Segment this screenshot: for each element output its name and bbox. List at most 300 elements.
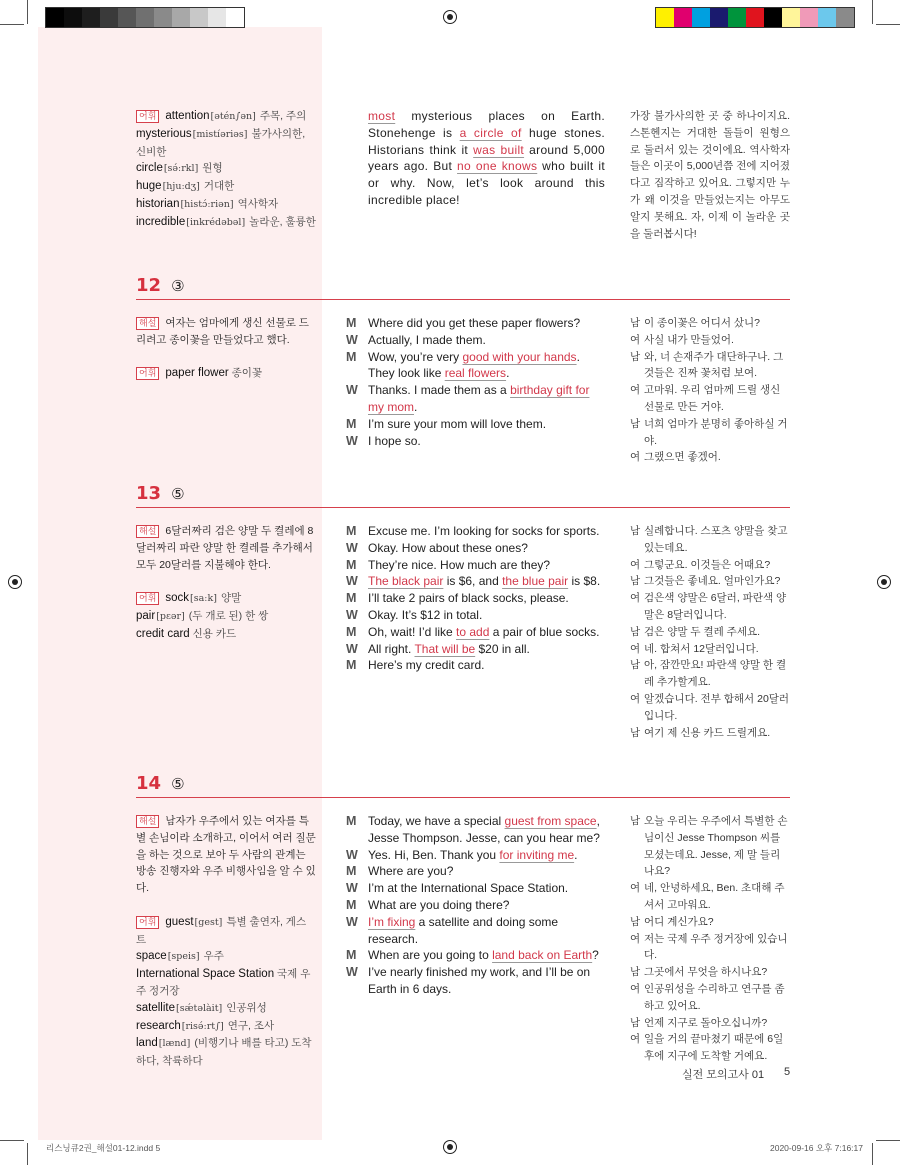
script-text: , Jesse Thompson. Jesse, can you hear me? xyxy=(368,814,600,845)
translation-line xyxy=(630,523,790,557)
speaker-label: 남 xyxy=(630,525,641,537)
vocab-pronunciation: [mistíəriəs] xyxy=(192,128,248,140)
translation-line xyxy=(630,315,790,332)
speaker-label: W xyxy=(346,607,358,622)
speaker-label: M xyxy=(346,864,357,879)
translation-line xyxy=(630,382,790,416)
translation-text: 어디 계신가요? xyxy=(644,915,714,928)
blank-answer: real flowers xyxy=(444,366,507,381)
translation-text: 사실 내가 만들었어. xyxy=(644,333,734,346)
dialogue-text xyxy=(368,847,606,864)
listening-script-passage xyxy=(368,108,605,209)
dialogue-text xyxy=(368,641,606,658)
explanation xyxy=(136,315,316,349)
vocab-entry xyxy=(136,108,316,126)
dialogue-text xyxy=(368,813,606,847)
blank-answer: land back on Earth xyxy=(492,948,593,963)
vocab-word: incredible xyxy=(136,215,186,228)
translation-text: 이 종이꽃은 어디서 샀니? xyxy=(644,317,761,329)
dialogue-line xyxy=(346,847,606,864)
speaker-label: 남 xyxy=(630,659,641,672)
vocab-pronunciation: [inkrédəbəl] xyxy=(186,216,246,228)
dialogue-text xyxy=(368,657,606,674)
dialogue-line xyxy=(346,332,606,349)
dialogue-line xyxy=(346,641,606,658)
script-text: ? xyxy=(592,948,599,963)
blank-answer: The black pair xyxy=(368,574,444,589)
vocab-entry xyxy=(136,626,316,643)
dialogue-line xyxy=(346,964,606,998)
explanation-badge: 해설 xyxy=(136,815,159,828)
dialogue-line xyxy=(346,657,606,674)
registration-mark-icon xyxy=(877,575,891,589)
speaker-label: 여 xyxy=(630,384,641,397)
color-swatch xyxy=(46,8,64,27)
translation-text: 오늘 우리는 우주에서 특별한 손님이신 Jesse Thompson 씨를 모셨는데요. Jesse, 제 말 들리나요? xyxy=(644,815,788,878)
vocab-block xyxy=(136,590,316,642)
vocab-entry xyxy=(136,590,316,608)
script-text: Where are you? xyxy=(368,864,454,879)
blank-answer: was built xyxy=(473,142,525,157)
translation-line xyxy=(630,416,790,450)
script-text: I’ll take 2 pairs of black socks, please. xyxy=(368,591,569,606)
answer-number: ③ xyxy=(171,278,185,295)
blank-answer: I’m fixing xyxy=(368,914,416,929)
dialogue-line xyxy=(346,880,606,897)
dialogue-line xyxy=(346,315,606,332)
dialogue-script xyxy=(346,813,606,998)
color-swatch xyxy=(226,8,244,27)
translation-text: 인공위성을 수리하고 연구를 좀 하고 있어요. xyxy=(644,982,785,1012)
speaker-label: M xyxy=(346,624,357,639)
explanation-badge: 해설 xyxy=(136,525,159,538)
color-swatch xyxy=(710,8,728,27)
dialogue-line xyxy=(346,523,606,540)
script-text: I hope so. xyxy=(368,433,421,448)
translation-text: 고마워. 우리 엄마께 드릴 생신 선물로 만든 거야. xyxy=(644,384,781,413)
answer-number: ⑤ xyxy=(171,776,185,793)
vocab-pronunciation: [lænd] xyxy=(158,1038,191,1050)
explanation xyxy=(136,813,316,897)
vocab-entry xyxy=(136,196,316,214)
vocab-meaning: 우주 xyxy=(203,950,224,963)
explanation-badge: 해설 xyxy=(136,317,159,330)
speaker-label: M xyxy=(346,897,357,912)
slug-timestamp: 2020-09-16 오후 7:16:17 xyxy=(770,1143,863,1153)
blank-answer: no one knows xyxy=(457,159,538,174)
vocab-pronunciation: [histɔ́ːriən] xyxy=(180,198,234,210)
speaker-label: M xyxy=(346,591,357,606)
speaker-label: 남 xyxy=(630,915,641,928)
speaker-label: W xyxy=(346,383,358,398)
speaker-label: M xyxy=(346,658,357,673)
speaker-label: 남 xyxy=(630,575,641,588)
question-number: 12 xyxy=(136,275,162,296)
speaker-label: 남 xyxy=(630,726,641,739)
color-swatch xyxy=(764,8,782,27)
vocab-word: International Space Station xyxy=(136,968,275,981)
dialogue-text xyxy=(368,332,606,349)
dialogue-text xyxy=(368,590,606,607)
dialogue-text xyxy=(368,416,606,433)
blank-answer: guest from space xyxy=(504,814,597,828)
vocab-entry xyxy=(136,1018,316,1036)
vocab-pronunciation: [pɛər] xyxy=(156,610,185,622)
color-swatch xyxy=(172,8,190,27)
speaker-label: W xyxy=(346,881,358,896)
korean-translation xyxy=(630,523,790,741)
vocab-pronunciation: [gest] xyxy=(194,916,223,928)
explanation-text: 남자가 우주에서 있는 여자를 특별 손님이라 소개하고, 이어서 여러 질문을 하는 것으로 보아 두 사람의 관계는 방송 진행자와 우주 비행사임을 알 수 있다. xyxy=(136,815,316,895)
page-number: 5 xyxy=(784,1066,791,1078)
blank-answer: to add xyxy=(456,624,490,639)
vocab-word: attention xyxy=(165,110,210,122)
script-text: Okay. How about these ones? xyxy=(368,540,528,555)
color-swatch xyxy=(82,8,100,27)
translation-text: 와, 너 손재주가 대단하구나. 그것들은 진짜 꽃처럼 보여. xyxy=(644,350,784,380)
translation-line xyxy=(630,573,790,590)
vocab-word: huge xyxy=(136,180,162,193)
speaker-label: W xyxy=(346,965,358,980)
vocab-pronunciation: [sə́ːrkl] xyxy=(163,163,199,175)
vocab-meaning: (두 개로 된) 한 쌍 xyxy=(188,609,269,622)
dialogue-line xyxy=(346,897,606,914)
translation-line xyxy=(630,691,790,725)
vocab-word: sock xyxy=(165,592,190,605)
translation-line xyxy=(630,931,790,965)
vocab-pronunciation: [hjuːdʒ] xyxy=(162,181,200,193)
registration-mark-icon xyxy=(8,575,22,589)
dialogue-text xyxy=(368,947,606,964)
crop-mark xyxy=(0,1140,24,1141)
translation-line xyxy=(630,981,790,1015)
dialogue-text xyxy=(368,897,606,914)
color-swatch xyxy=(728,8,746,27)
translation-line xyxy=(630,880,790,914)
color-swatch xyxy=(154,8,172,27)
translation-text: 네, 안녕하세요, Ben. 초대해 주셔서 고마워요. xyxy=(644,882,785,911)
answer-number: ⑤ xyxy=(171,486,185,503)
script-text: around 5,000 years ago. But xyxy=(368,142,606,174)
dialogue-text xyxy=(368,863,606,880)
dialogue-line xyxy=(346,813,606,847)
translation-line xyxy=(630,1015,790,1032)
translation-line xyxy=(630,725,790,742)
crop-mark xyxy=(27,1143,28,1165)
speaker-label: 남 xyxy=(630,317,641,329)
vocab-entry xyxy=(136,126,316,161)
speaker-label: 여 xyxy=(630,882,641,895)
color-swatch xyxy=(782,8,800,27)
crop-mark xyxy=(27,0,28,24)
translation-line xyxy=(630,1031,790,1065)
translation-text: 그곳에서 무엇을 하시나요? xyxy=(644,966,768,979)
translation-line xyxy=(630,641,790,658)
blank-answer: a circle of xyxy=(459,125,522,140)
script-text: Excuse me. I’m looking for socks for sports. xyxy=(368,524,600,538)
vocab-meaning: 거대한 xyxy=(203,180,235,193)
script-text: Oh, wait! I’d like xyxy=(368,624,457,639)
dialogue-text xyxy=(368,964,606,998)
color-swatch xyxy=(746,8,764,27)
speaker-label: 여 xyxy=(630,592,641,605)
script-text: . xyxy=(574,847,578,862)
vocab-entry xyxy=(136,160,316,178)
crop-mark xyxy=(876,24,900,25)
crop-mark xyxy=(872,0,873,24)
translation-text: 여기 제 신용 카드 드릴게요. xyxy=(644,726,771,739)
blank-answer: That will be xyxy=(414,641,476,656)
speaker-label: W xyxy=(346,332,358,347)
script-text: I’m at the International Space Station. xyxy=(368,881,569,896)
color-swatch xyxy=(208,8,226,27)
blank-answer: for inviting me xyxy=(499,847,575,862)
script-text: They’re nice. How much are they? xyxy=(368,557,551,572)
script-text: mysterious places on Earth. Stonehenge is xyxy=(368,109,605,140)
speaker-label: M xyxy=(346,814,357,828)
translation-text: 검은색 양말은 6달러, 파란색 양말은 8달러입니다. xyxy=(644,592,787,621)
translation-text: 실례합니다. 스포츠 양말을 찾고 있는데요. xyxy=(644,525,788,554)
vocab-meaning: 불가사의한, 신비한 xyxy=(136,127,306,158)
blank-answer: most xyxy=(368,109,396,123)
dialogue-text xyxy=(368,523,606,540)
vocab-meaning: 원형 xyxy=(202,162,223,175)
dialogue-line xyxy=(346,573,606,590)
vocab-badge: 어휘 xyxy=(136,110,159,123)
crop-mark xyxy=(876,1140,900,1141)
cmyk-color-bar xyxy=(655,7,855,28)
speaker-label: W xyxy=(346,641,358,656)
translation-line xyxy=(630,624,790,641)
translation-text: 그랬으면 좋겠어. xyxy=(644,451,721,464)
vocab-badge: 어휘 xyxy=(136,367,159,380)
explanation-column xyxy=(136,523,316,659)
vocab-entry xyxy=(136,178,316,196)
question-number: 14 xyxy=(136,773,162,794)
script-text: What are you doing there? xyxy=(368,897,510,912)
vocab-meaning: (비행기나 배를 타고) 도착하다, 착륙하다 xyxy=(136,1037,312,1068)
running-footer-title: 실전 모의고사 01 xyxy=(682,1069,765,1081)
grayscale-color-bar xyxy=(45,7,245,28)
registration-mark-icon xyxy=(443,1140,457,1154)
translation-line xyxy=(630,964,790,981)
explanation-column xyxy=(136,813,316,1087)
translation-line xyxy=(630,590,790,624)
speaker-label: 여 xyxy=(630,558,641,571)
explanation-text: 여자는 엄마에게 생신 선물로 드리려고 종이꽃을 만들었다고 했다. xyxy=(136,317,309,346)
color-swatch xyxy=(818,8,836,27)
dialogue-line xyxy=(346,557,606,574)
translation-text: 너희 엄마가 분명히 좋아하실 거야. xyxy=(644,417,788,447)
script-text: I’m sure your mom will love them. xyxy=(368,416,547,431)
dialogue-text xyxy=(368,573,606,590)
vocab-entry xyxy=(136,1035,316,1070)
vocab-entry xyxy=(136,948,316,966)
blank-answer: the blue pair xyxy=(502,574,569,589)
translation-line xyxy=(630,813,790,880)
vocab-pronunciation: [speis] xyxy=(167,951,200,963)
script-text: Okay. It’s $12 in total. xyxy=(368,607,483,622)
speaker-label: W xyxy=(346,540,358,555)
translation-line xyxy=(630,557,790,574)
dialogue-text xyxy=(368,624,606,641)
translation-line xyxy=(630,914,790,931)
script-text: a pair of blue socks. xyxy=(489,624,600,639)
vocab-word: paper flower xyxy=(165,367,229,380)
dialogue-text xyxy=(368,557,606,574)
section-header xyxy=(136,773,790,798)
script-text: Where did you get these paper flowers? xyxy=(368,316,581,330)
script-text: Here’s my credit card. xyxy=(368,658,485,673)
script-text: All right. xyxy=(368,641,415,656)
script-text: . xyxy=(506,366,510,381)
explanation xyxy=(136,523,316,573)
vocab-meaning: 양말 xyxy=(220,592,242,605)
color-swatch xyxy=(64,8,82,27)
vocab-block xyxy=(136,365,316,382)
script-text: Yes. Hi, Ben. Thank you xyxy=(368,847,500,862)
dialogue-text xyxy=(368,382,606,416)
blank-answer: birthday gift for my mom xyxy=(368,383,590,414)
dialogue-script xyxy=(346,315,606,449)
vocab-block xyxy=(136,914,316,1070)
dialogue-text xyxy=(368,607,606,624)
question-number: 13 xyxy=(136,483,162,504)
translation-line xyxy=(630,332,790,349)
explanation-text: 6달러짜리 검은 양말 두 켤레에 8달러짜리 파란 양말 한 켤레를 추가해서 모두 20달러를 지불해야 한다. xyxy=(136,525,314,571)
color-swatch xyxy=(692,8,710,27)
vocab-meaning: 특별 출연자, 게스트 xyxy=(136,915,307,946)
speaker-label: 남 xyxy=(630,966,641,979)
color-swatch xyxy=(118,8,136,27)
vocab-meaning: 주목, 주의 xyxy=(259,110,307,122)
vocab-meaning: 종이꽃 xyxy=(231,367,263,380)
speaker-label: M xyxy=(346,349,357,364)
speaker-label: 남 xyxy=(630,417,641,430)
speaker-label: W xyxy=(346,847,358,862)
script-text: Wow, you’re very xyxy=(368,349,463,364)
script-text: . They look like xyxy=(368,349,580,381)
translation-line xyxy=(630,349,790,383)
section-header xyxy=(136,483,790,508)
slug-filename: 리스닝큐2권_해설01-12.indd 5 xyxy=(46,1143,161,1153)
dialogue-line xyxy=(346,349,606,383)
script-text: who built it or why. Now, let’s look around this incredible place! xyxy=(368,159,605,207)
speaker-label: 남 xyxy=(630,815,641,827)
dialogue-text xyxy=(368,315,606,332)
color-swatch xyxy=(190,8,208,27)
vocab-entry xyxy=(136,966,316,1000)
vocab-entry xyxy=(136,365,316,382)
vocab-block xyxy=(136,108,316,232)
vocab-word: satellite xyxy=(136,1001,175,1014)
speaker-label: M xyxy=(346,948,357,963)
blank-answer: good with your hands xyxy=(462,349,577,364)
speaker-label: 여 xyxy=(630,333,641,346)
passage-translation: 가장 불가사의한 곳 중 하나이지요. 스톤헨지는 거대한 돌들이 원형으로 둘러서 있는 것이에요. 역사학자들은 이곳이 5,000년쯤 전에 지어졌다고 짐작하고 있어요. 그렇지만 누가 왜 이것을 만들었는지는 아무도 알지 못해요. 자, 이제 이 놀라운 곳을 둘러봅시다! xyxy=(630,110,790,240)
speaker-label: 남 xyxy=(630,625,641,638)
vocab-meaning: 놀라운, 훌륭한 xyxy=(249,215,316,228)
registration-mark-icon xyxy=(443,10,457,24)
color-swatch xyxy=(656,8,674,27)
dialogue-line xyxy=(346,590,606,607)
translation-text: 검은 양말 두 켤레 주세요. xyxy=(644,625,761,638)
translation-line xyxy=(630,449,790,466)
translation-text: 네. 합쳐서 12달러입니다. xyxy=(644,642,759,655)
dialogue-script xyxy=(346,523,606,674)
dialogue-line xyxy=(346,947,606,964)
script-text: . xyxy=(414,399,418,414)
dialogue-text xyxy=(368,914,606,948)
vocab-pronunciation: [ətén∫ən] xyxy=(210,111,256,122)
translation-text: 그것들은 좋네요. 얼마인가요? xyxy=(644,575,781,588)
script-text: Actually, I made them. xyxy=(368,332,486,347)
translation-text: 알겠습니다. 전부 합해서 20달러입니다. xyxy=(644,692,790,722)
crop-mark xyxy=(872,1143,873,1165)
dialogue-line xyxy=(346,624,606,641)
korean-translation xyxy=(630,315,790,466)
speaker-label: W xyxy=(346,433,358,448)
vocab-entry xyxy=(136,914,316,949)
vocab-entry xyxy=(136,608,316,626)
vocab-meaning: 연구, 조사 xyxy=(227,1019,275,1032)
vocab-word: pair xyxy=(136,609,156,622)
script-text: is $6, and xyxy=(443,574,503,589)
dialogue-line xyxy=(346,382,606,416)
explanation-column xyxy=(136,315,316,399)
vocab-word: circle xyxy=(136,162,163,175)
script-text: Thanks. I made them as a xyxy=(368,383,511,398)
script-text: Today, we have a special xyxy=(368,814,505,828)
script-text: When are you going to xyxy=(368,948,493,963)
translation-text: 아, 잠깐만요! 파란색 양말 한 켤레 추가할게요. xyxy=(644,659,787,689)
color-swatch xyxy=(136,8,154,27)
vocab-word: guest xyxy=(165,915,194,928)
translation-line xyxy=(630,657,790,691)
vocab-meaning: 인공위성 xyxy=(226,1001,267,1014)
dialogue-line xyxy=(346,863,606,880)
vocab-pronunciation: [risə́ːrt∫] xyxy=(181,1020,224,1032)
speaker-label: M xyxy=(346,557,357,572)
script-text: huge stones. Historians think it xyxy=(368,125,605,157)
speaker-label: 여 xyxy=(630,982,641,995)
speaker-label: 여 xyxy=(630,692,641,705)
script-text: a satellite and doing some research. xyxy=(368,914,559,946)
vocab-entry xyxy=(136,1000,316,1018)
dialogue-text xyxy=(368,540,606,557)
vocab-word: credit card xyxy=(136,627,190,640)
vocab-word: mysterious xyxy=(136,127,192,140)
crop-mark xyxy=(0,24,24,25)
dialogue-line xyxy=(346,416,606,433)
translation-text: 그렇군요. 이것들은 어때요? xyxy=(644,558,771,571)
vocab-word: land xyxy=(136,1037,158,1050)
dialogue-text xyxy=(368,880,606,897)
speaker-label: W xyxy=(346,574,358,589)
script-text: is $8. xyxy=(568,574,601,589)
vocab-word: historian xyxy=(136,197,180,210)
speaker-label: M xyxy=(346,316,357,330)
color-swatch xyxy=(100,8,118,27)
dialogue-text xyxy=(368,349,606,383)
dialogue-line xyxy=(346,914,606,948)
script-text: $20 in all. xyxy=(475,641,530,656)
vocab-meaning: 국제 우주 정거장 xyxy=(136,968,311,997)
section-header xyxy=(136,275,790,300)
vocab-badge: 어휘 xyxy=(136,592,159,605)
color-swatch xyxy=(836,8,854,27)
vocab-entry xyxy=(136,214,316,232)
